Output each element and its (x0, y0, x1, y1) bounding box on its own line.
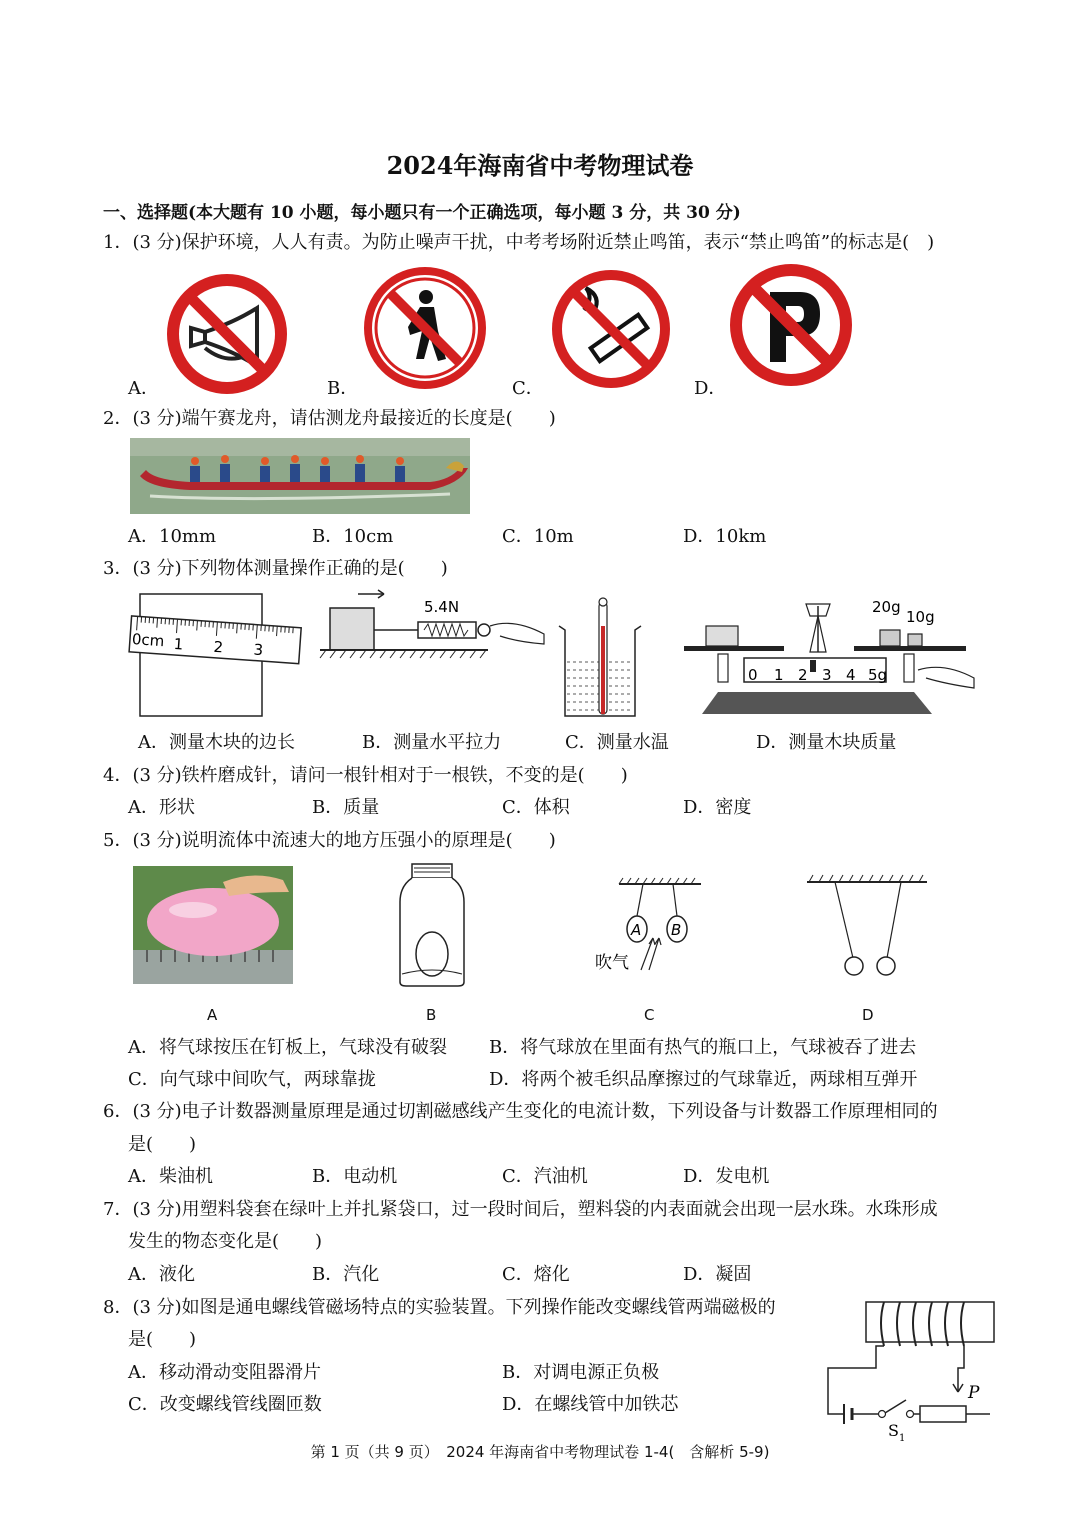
ruler-label-2: 2 (213, 637, 224, 657)
balance-label-5g: 5g (868, 666, 888, 684)
hanging-balloons-figure (593, 876, 705, 980)
q5-fig-label-d: D (862, 1006, 874, 1024)
blow-label: 吹气 (595, 953, 629, 973)
balance-label-2: 2 (798, 666, 808, 684)
q5-fig-label-c: C (644, 1006, 655, 1024)
no-smoking-sign-icon (550, 268, 672, 390)
weight-label-20g: 20g (872, 598, 901, 616)
no-pedestrian-sign-icon (362, 265, 488, 391)
question-4-stem: 4．(3 分)铁杵磨成针，请问一根针相对于一根铁，不变的是( ) (103, 765, 628, 786)
q5-option-a: A．将气球按压在钉板上，气球没有破裂 (128, 1037, 447, 1058)
q7-option-b: B．汽化 (312, 1264, 380, 1285)
ruler-block-figure (128, 592, 308, 720)
dragon-boat-photo (130, 438, 470, 514)
q5-option-c: C．向气球中间吹气，两球靠拢 (128, 1069, 376, 1090)
no-parking-sign-icon (728, 262, 854, 388)
q1-option-c: C． (512, 378, 544, 399)
q3-option-c: C．测量水温 (565, 732, 669, 753)
balloon-label-b: B (671, 921, 682, 939)
force-reading: 5.4N (424, 598, 460, 616)
hanging-balls-figure (805, 872, 929, 980)
q6-option-b: B．电动机 (312, 1166, 398, 1187)
question-1-stem: 1．(3 分)保护环境，人人有责。为防止噪声干扰，中考考场附近禁止鸣笛，表示“禁止鸣笛”的标志是( ) (103, 232, 935, 253)
q4-option-a: A．形状 (128, 797, 195, 818)
balance-label-3: 3 (822, 666, 832, 684)
q6-option-d: D．发电机 (683, 1166, 770, 1187)
question-3-stem: 3．(3 分)下列物体测量操作正确的是( ) (103, 558, 448, 579)
q3-option-d: D．测量木块质量 (756, 732, 897, 753)
section-heading: 一、选择题(本大题有 10 小题，每小题只有一个正确选项，每小题 3 分，共 30 分) (103, 203, 741, 223)
q4-option-c: C．体积 (502, 797, 570, 818)
q8-option-d: D．在螺线管中加铁芯 (502, 1394, 679, 1415)
question-6-stem-line1: 6．(3 分)电子计数器测量原理是通过切割磁感线产生变化的电流计数，下列设备与计数器工作原理相同的 (103, 1101, 938, 1122)
q6-option-c: C．汽油机 (502, 1166, 588, 1187)
q2-option-b: B．10cm (312, 526, 394, 547)
balance-label-4: 4 (846, 666, 856, 684)
q3-option-b: B．测量水平拉力 (362, 732, 502, 753)
balance-label-1: 1 (774, 666, 784, 684)
q2-option-d: D．10km (683, 526, 767, 547)
q2-option-a: A．10mm (128, 526, 217, 547)
page-title: 2024年海南省中考物理试卷 (386, 151, 694, 180)
q8-option-c: C．改变螺线管线圈匝数 (128, 1394, 322, 1415)
q5-option-d: D．将两个被毛织品摩擦过的气球靠近，两球相互弹开 (489, 1069, 918, 1090)
q6-option-a: A．柴油机 (128, 1166, 213, 1187)
q3-option-a: A．测量木块的边长 (138, 732, 295, 753)
q4-option-d: D．密度 (683, 797, 752, 818)
q8-option-a: A．移动滑动变阻器滑片 (128, 1362, 321, 1383)
q7-option-c: C．熔化 (502, 1264, 570, 1285)
solenoid-circuit-figure (822, 1296, 1004, 1444)
question-8-stem-line1: 8．(3 分)如图是通电螺线管磁场特点的实验装置。下列操作能改变螺线管两端磁极的 (103, 1297, 776, 1318)
q7-option-a: A．液化 (128, 1264, 195, 1285)
q5-fig-label-b: B (426, 1006, 437, 1024)
q1-option-d: D． (694, 378, 727, 399)
ruler-label-0: 0cm (131, 630, 165, 651)
no-horn-sign-icon (165, 272, 289, 396)
question-7-stem-line1: 7．(3 分)用塑料袋套在绿叶上并扎紧袋口，过一段时间后，塑料袋的内表面就会出现一层水珠。水珠形成 (103, 1199, 938, 1220)
question-6-stem-line2: 是( ) (128, 1134, 197, 1155)
balance-figure (682, 592, 978, 718)
q4-option-b: B．质量 (312, 797, 380, 818)
q5-option-b: B．将气球放在里面有热气的瓶口上，气球被吞了进去 (489, 1037, 917, 1058)
ruler-label-3: 3 (252, 640, 264, 660)
weight-label-10g: 10g (906, 608, 935, 626)
q5-fig-label-a: A (207, 1006, 218, 1024)
q1-option-a: A． (128, 378, 159, 399)
balance-label-0: 0 (748, 666, 758, 684)
q2-option-c: C．10m (502, 526, 574, 547)
q7-option-d: D．凝固 (683, 1264, 752, 1285)
ruler-label-1: 1 (173, 634, 184, 654)
question-8-stem-line2: 是( ) (128, 1329, 197, 1350)
q1-option-b: B． (327, 378, 359, 399)
switch-label-subscript: 1 (899, 1433, 906, 1444)
question-7-stem-line2: 发生的物态变化是( ) (128, 1231, 323, 1252)
slider-label: P (968, 1383, 980, 1403)
switch-label: S (888, 1421, 899, 1440)
thermometer-beaker-figure (555, 596, 645, 720)
page-footer: 第 1 页（共 9 页） 2024 年海南省中考物理试卷 1-4( 含解析 5-9) (310, 1443, 770, 1461)
bottle-egg-figure (398, 862, 466, 988)
spring-scale-figure (318, 588, 550, 664)
question-5-stem: 5．(3 分)说明流体中流速大的地方压强小的原理是( ) (103, 830, 556, 851)
balloon-label-a: A (631, 921, 642, 939)
balloon-nail-photo (133, 866, 293, 984)
q8-option-b: B．对调电源正负极 (502, 1362, 660, 1383)
question-2-stem: 2．(3 分)端午赛龙舟，请估测龙舟最接近的长度是( ) (103, 408, 556, 429)
